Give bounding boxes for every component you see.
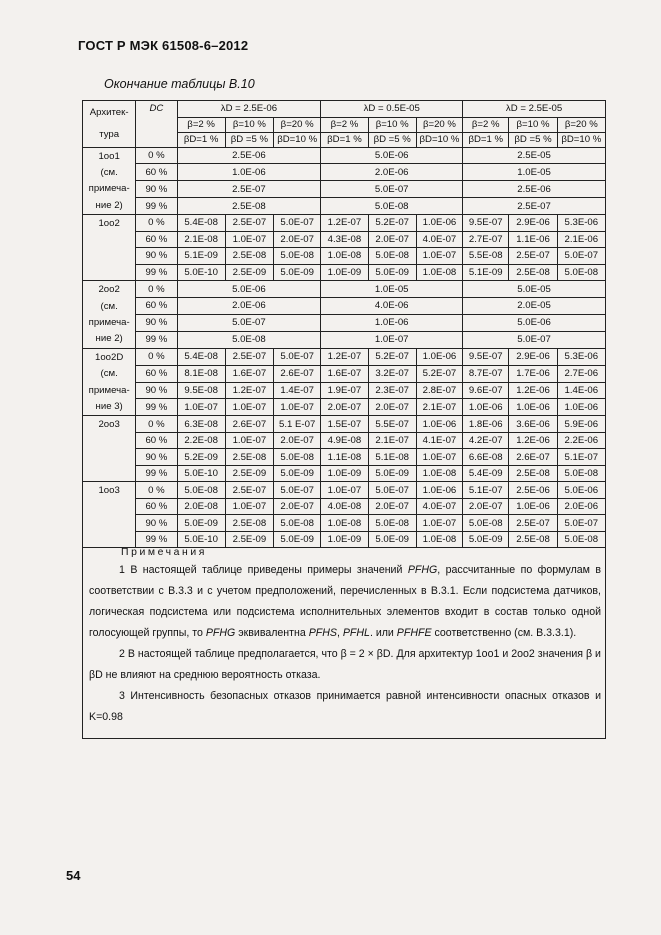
value-cell: 5.2E-07: [416, 365, 462, 382]
table-row: [83, 432, 606, 449]
beta-cell: β=20 %: [416, 117, 462, 132]
value-cell: 1.0E-07: [225, 399, 273, 416]
value-cell: 2.5E-05: [463, 147, 606, 164]
value-cell: 1.0E-08: [321, 248, 368, 265]
table-row: [83, 147, 606, 164]
value-cell: 1.0E-09: [321, 465, 368, 482]
value-cell: 2.0E-07: [274, 432, 321, 449]
note-2: 2 В настоящей таблице предполагается, что β = 2 × βD. Для архитектур 1oo1 и 2oo2 значения β и βD не влияют на среднюю вероятность отказа.: [89, 648, 601, 681]
value-cell: 4.3E-08: [321, 231, 368, 248]
value-cell: 1.0E-06: [416, 482, 462, 499]
value-cell: 2.5E-06: [509, 482, 557, 499]
value-cell: 5.2E-09: [177, 449, 225, 466]
value-cell: 1.2E-06: [509, 382, 557, 399]
value-cell: 5.0E-07: [557, 248, 605, 265]
value-cell: 2.0E-06: [557, 498, 605, 515]
value-cell: 1.0E-07: [416, 449, 462, 466]
value-cell: 2.5E-08: [225, 515, 273, 532]
value-cell: 1.2E-07: [321, 215, 368, 232]
betad-cell: βD=10 %: [416, 132, 462, 147]
dc-cell: 99 %: [136, 198, 177, 215]
betad-cell: βD=1 %: [177, 132, 225, 147]
value-cell: 2.1E-07: [416, 399, 462, 416]
table-row: [83, 215, 606, 232]
dc-cell: 99 %: [136, 331, 177, 348]
value-cell: 1.4E-06: [557, 382, 605, 399]
betad-cell: βD=10 %: [274, 132, 321, 147]
value-cell: 5.0E-06: [177, 281, 321, 298]
dc-cell: 0 %: [136, 348, 177, 365]
beta-cell: β=20 %: [557, 117, 605, 132]
value-cell: 2.6E-07: [225, 416, 273, 433]
arch-cell: 1oo3: [83, 482, 136, 548]
dc-cell: 60 %: [136, 498, 177, 515]
value-cell: 5.0E-08: [463, 515, 509, 532]
dc-cell: 60 %: [136, 432, 177, 449]
value-cell: 5.0E-05: [463, 281, 606, 298]
value-cell: 2.5E-07: [463, 198, 606, 215]
value-cell: 1.2E-06: [509, 432, 557, 449]
data-table: [82, 100, 606, 548]
value-cell: 2.1E-07: [368, 432, 416, 449]
value-cell: 2.6E-07: [509, 449, 557, 466]
table-caption: Окончание таблицы B.10: [104, 77, 255, 91]
dc-cell: 90 %: [136, 449, 177, 466]
table-row: [83, 465, 606, 482]
value-cell: 5.0E-07: [274, 215, 321, 232]
value-cell: 1.0E-07: [225, 498, 273, 515]
betad-cell: βD=1 %: [321, 132, 368, 147]
value-cell: 2.5E-06: [463, 181, 606, 198]
lambda-header: λD = 2.5E-06: [177, 101, 321, 118]
value-cell: 5.0E-08: [321, 198, 463, 215]
value-cell: 5.3E-06: [557, 215, 605, 232]
dc-cell: 99 %: [136, 264, 177, 281]
value-cell: 1.0E-05: [321, 281, 463, 298]
value-cell: 1.0E-07: [274, 399, 321, 416]
value-cell: 2.2E-06: [557, 432, 605, 449]
value-cell: 2.7E-07: [463, 231, 509, 248]
value-cell: 2.5E-08: [177, 198, 321, 215]
dc-cell: 90 %: [136, 515, 177, 532]
value-cell: 4.2E-07: [463, 432, 509, 449]
value-cell: 5.1E-07: [463, 482, 509, 499]
value-cell: 5.0E-07: [177, 314, 321, 331]
value-cell: 5.0E-09: [274, 264, 321, 281]
value-cell: 5.0E-09: [463, 531, 509, 548]
value-cell: 2.5E-09: [225, 264, 273, 281]
value-cell: 5.0E-08: [368, 515, 416, 532]
value-cell: 1.1E-06: [509, 231, 557, 248]
value-cell: 1.7E-06: [509, 365, 557, 382]
notes-title: Примечания: [121, 547, 207, 558]
dc-cell: 0 %: [136, 416, 177, 433]
value-cell: 2.5E-07: [509, 248, 557, 265]
value-cell: 1.0E-06: [416, 416, 462, 433]
dc-cell: 0 %: [136, 281, 177, 298]
dc-cell: 0 %: [136, 147, 177, 164]
note-3: 3 Интенсивность безопасных отказов принимается равной интенсивности опасных отказов и K=0.98: [89, 690, 601, 723]
header-row: [83, 101, 606, 118]
value-cell: 1.0E-06: [509, 399, 557, 416]
value-cell: 2.0E-05: [463, 298, 606, 315]
value-cell: 2.6E-07: [274, 365, 321, 382]
table-row: [83, 181, 606, 198]
value-cell: 1.0E-09: [321, 264, 368, 281]
value-cell: 2.9E-06: [509, 215, 557, 232]
lambda-header: λD = 2.5E-05: [463, 101, 606, 118]
value-cell: 2.0E-07: [274, 231, 321, 248]
value-cell: 5.0E-07: [463, 331, 606, 348]
value-cell: 5.0E-09: [274, 465, 321, 482]
value-cell: 5.0E-09: [274, 531, 321, 548]
value-cell: 1.0E-07: [321, 482, 368, 499]
value-cell: 5.0E-09: [368, 465, 416, 482]
value-cell: 5.0E-08: [274, 248, 321, 265]
notes-block: [82, 545, 606, 739]
value-cell: 2.5E-07: [509, 515, 557, 532]
value-cell: 1.2E-07: [225, 382, 273, 399]
beta-cell: β=2 %: [463, 117, 509, 132]
value-cell: 9.6E-07: [463, 382, 509, 399]
beta-cell: β=2 %: [321, 117, 368, 132]
dc-cell: 90 %: [136, 314, 177, 331]
value-cell: 9.5E-08: [177, 382, 225, 399]
value-cell: 2.5E-07: [225, 482, 273, 499]
value-cell: 3.2E-07: [368, 365, 416, 382]
value-cell: 5.0E-07: [557, 515, 605, 532]
value-cell: 5.4E-08: [177, 215, 225, 232]
table-row: [83, 331, 606, 348]
table-row: [83, 365, 606, 382]
value-cell: 1.0E-06: [416, 215, 462, 232]
value-cell: 2.5E-09: [225, 531, 273, 548]
table-row: [83, 348, 606, 365]
value-cell: 6.3E-08: [177, 416, 225, 433]
dc-cell: 90 %: [136, 248, 177, 265]
value-cell: 8.1E-08: [177, 365, 225, 382]
table-row: [83, 449, 606, 466]
dc-cell: 99 %: [136, 465, 177, 482]
value-cell: 1.0E-07: [177, 399, 225, 416]
value-cell: 5.0E-09: [368, 531, 416, 548]
value-cell: 1.0E-07: [416, 515, 462, 532]
betad-cell: βD=10 %: [557, 132, 605, 147]
value-cell: 5.0E-08: [368, 248, 416, 265]
value-cell: 2.9E-06: [509, 348, 557, 365]
value-cell: 2.0E-07: [321, 399, 368, 416]
value-cell: 5.5E-07: [368, 416, 416, 433]
value-cell: 5.2E-07: [368, 215, 416, 232]
arch-cell: 1oo1 (см. примеча- ние 2): [83, 147, 136, 215]
value-cell: 5.0E-08: [274, 515, 321, 532]
table-row: [83, 416, 606, 433]
betad-cell: βD =5 %: [225, 132, 273, 147]
value-cell: 2.5E-08: [509, 465, 557, 482]
value-cell: 8.7E-07: [463, 365, 509, 382]
value-cell: 1.0E-06: [463, 399, 509, 416]
beta-cell: β=20 %: [274, 117, 321, 132]
dc-cell: 90 %: [136, 181, 177, 198]
value-cell: 2.3E-07: [368, 382, 416, 399]
dc-cell: 60 %: [136, 164, 177, 181]
table-row: [83, 382, 606, 399]
dc-cell: 60 %: [136, 298, 177, 315]
value-cell: 5.0E-07: [321, 181, 463, 198]
value-cell: 2.1E-08: [177, 231, 225, 248]
value-cell: 1.0E-07: [225, 432, 273, 449]
value-cell: 5.4E-09: [463, 465, 509, 482]
arch-cell: 2oo3: [83, 416, 136, 482]
value-cell: 5.2E-07: [368, 348, 416, 365]
value-cell: 1.0E-06: [177, 164, 321, 181]
dc-cell: 90 %: [136, 382, 177, 399]
dc-cell: 99 %: [136, 399, 177, 416]
value-cell: 5.4E-08: [177, 348, 225, 365]
arch-cell: 1oo2: [83, 215, 136, 281]
value-cell: 2.0E-07: [368, 231, 416, 248]
value-cell: 1.0E-06: [416, 348, 462, 365]
value-cell: 2.5E-08: [509, 531, 557, 548]
value-cell: 1.8E-06: [463, 416, 509, 433]
value-cell: 1.5E-07: [321, 416, 368, 433]
table-row: [83, 314, 606, 331]
table-body: [83, 101, 606, 548]
dc-cell: 99 %: [136, 531, 177, 548]
value-cell: 1.0E-06: [557, 399, 605, 416]
value-cell: 1.9E-07: [321, 382, 368, 399]
value-cell: 5.0E-06: [557, 482, 605, 499]
table-row: [83, 231, 606, 248]
value-cell: 5.0E-08: [557, 264, 605, 281]
table-row: [83, 248, 606, 265]
value-cell: 5.0E-08: [177, 482, 225, 499]
table-row: [83, 281, 606, 298]
value-cell: 2.5E-08: [225, 449, 273, 466]
value-cell: 1.0E-08: [416, 531, 462, 548]
value-cell: 4.9E-08: [321, 432, 368, 449]
page-number: 54: [66, 868, 81, 883]
value-cell: 5.1E-08: [368, 449, 416, 466]
value-cell: 1.0E-07: [321, 331, 463, 348]
value-cell: 2.0E-06: [321, 164, 463, 181]
table-row: [83, 298, 606, 315]
value-cell: 2.8E-07: [416, 382, 462, 399]
dc-cell: 60 %: [136, 365, 177, 382]
value-cell: 5.0E-08: [274, 449, 321, 466]
value-cell: 2.7E-06: [557, 365, 605, 382]
pfhg-term: PFHG: [407, 564, 438, 576]
document-header: ГОСТ Р МЭК 61508-6–2012: [78, 38, 249, 53]
value-cell: 1.0E-07: [225, 231, 273, 248]
value-cell: 2.2E-08: [177, 432, 225, 449]
lambda-header: λD = 0.5E-05: [321, 101, 463, 118]
dc-cell: 60 %: [136, 231, 177, 248]
value-cell: 1.4E-07: [274, 382, 321, 399]
value-cell: 1.0E-06: [321, 314, 463, 331]
value-cell: 2.0E-07: [368, 399, 416, 416]
table-row: [83, 264, 606, 281]
value-cell: 5.0E-08: [177, 331, 321, 348]
value-cell: 5.9E-06: [557, 416, 605, 433]
value-cell: 5.0E-09: [177, 515, 225, 532]
table-row: [83, 198, 606, 215]
value-cell: 2.5E-08: [509, 264, 557, 281]
value-cell: 2.0E-07: [463, 498, 509, 515]
value-cell: 5.0E-08: [557, 465, 605, 482]
value-cell: 2.0E-06: [177, 298, 321, 315]
value-cell: 1.0E-06: [509, 498, 557, 515]
value-cell: 1.0E-08: [416, 465, 462, 482]
value-cell: 5.0E-10: [177, 465, 225, 482]
value-cell: 1.0E-09: [321, 531, 368, 548]
value-cell: 1.0E-08: [416, 264, 462, 281]
table-row: [83, 164, 606, 181]
arch-cell: 2oo2 (см. примеча- ние 2): [83, 281, 136, 349]
value-cell: 5.3E-06: [557, 348, 605, 365]
value-cell: 5.0E-07: [274, 348, 321, 365]
value-cell: 5.0E-06: [321, 147, 463, 164]
value-cell: 5.0E-10: [177, 264, 225, 281]
table-row: [83, 498, 606, 515]
value-cell: 1.6E-07: [225, 365, 273, 382]
value-cell: 9.5E-07: [463, 215, 509, 232]
value-cell: 5.1 E-07: [274, 416, 321, 433]
beta-cell: β=2 %: [177, 117, 225, 132]
value-cell: 2.5E-07: [225, 348, 273, 365]
value-cell: 1.0E-05: [463, 164, 606, 181]
value-cell: 4.0E-06: [321, 298, 463, 315]
value-cell: 2.0E-07: [274, 498, 321, 515]
table-row: [83, 399, 606, 416]
value-cell: 2.5E-09: [225, 465, 273, 482]
value-cell: 2.5E-07: [225, 215, 273, 232]
value-cell: 2.5E-06: [177, 147, 321, 164]
beta-cell: β=10 %: [368, 117, 416, 132]
value-cell: 5.0E-07: [274, 482, 321, 499]
value-cell: 4.0E-08: [321, 498, 368, 515]
value-cell: 5.0E-10: [177, 531, 225, 548]
value-cell: 1.0E-07: [416, 248, 462, 265]
betad-cell: βD =5 %: [509, 132, 557, 147]
value-cell: 2.5E-07: [177, 181, 321, 198]
value-cell: 5.0E-07: [368, 482, 416, 499]
arch-header: Архитек- тура: [83, 101, 136, 148]
value-cell: 9.5E-07: [463, 348, 509, 365]
value-cell: 4.0E-07: [416, 498, 462, 515]
note-1: 1 В настоящей таблице приведены примеры значений PFHG, рассчитанные по формулам в соответствии с B.3.3 и с учетом предположений, перечисленных в B.3.1. Если подсистема датчиков, логическая подсистема или подсистема исполнительных элементов входит в состав только одной голосующей группы, то PFHG эквивалентна PFHS, PFHL. или PFHFE соответственно (см. B.3.3.1).: [89, 564, 602, 639]
value-cell: 4.0E-07: [416, 231, 462, 248]
value-cell: 1.6E-07: [321, 365, 368, 382]
value-cell: 2.0E-08: [177, 498, 225, 515]
betad-cell: βD=1 %: [463, 132, 509, 147]
beta-cell: β=10 %: [509, 117, 557, 132]
beta-cell: β=10 %: [225, 117, 273, 132]
table-row: [83, 515, 606, 532]
value-cell: 2.5E-08: [225, 248, 273, 265]
dc-header: DC: [136, 101, 177, 148]
value-cell: 5.1E-09: [177, 248, 225, 265]
value-cell: 4.1E-07: [416, 432, 462, 449]
value-cell: 1.2E-07: [321, 348, 368, 365]
dc-cell: 0 %: [136, 215, 177, 232]
value-cell: 5.0E-08: [557, 531, 605, 548]
value-cell: 6.6E-08: [463, 449, 509, 466]
table-row: [83, 482, 606, 499]
dc-cell: 0 %: [136, 482, 177, 499]
arch-cell: 1oo2D (см. примеча- ние 3): [83, 348, 136, 416]
value-cell: 2.1E-06: [557, 231, 605, 248]
value-cell: 5.0E-09: [368, 264, 416, 281]
value-cell: 5.0E-06: [463, 314, 606, 331]
value-cell: 1.1E-08: [321, 449, 368, 466]
value-cell: 3.6E-06: [509, 416, 557, 433]
betad-cell: βD =5 %: [368, 132, 416, 147]
value-cell: 5.1E-07: [557, 449, 605, 466]
value-cell: 1.0E-08: [321, 515, 368, 532]
value-cell: 2.0E-07: [368, 498, 416, 515]
value-cell: 5.1E-09: [463, 264, 509, 281]
value-cell: 5.5E-08: [463, 248, 509, 265]
